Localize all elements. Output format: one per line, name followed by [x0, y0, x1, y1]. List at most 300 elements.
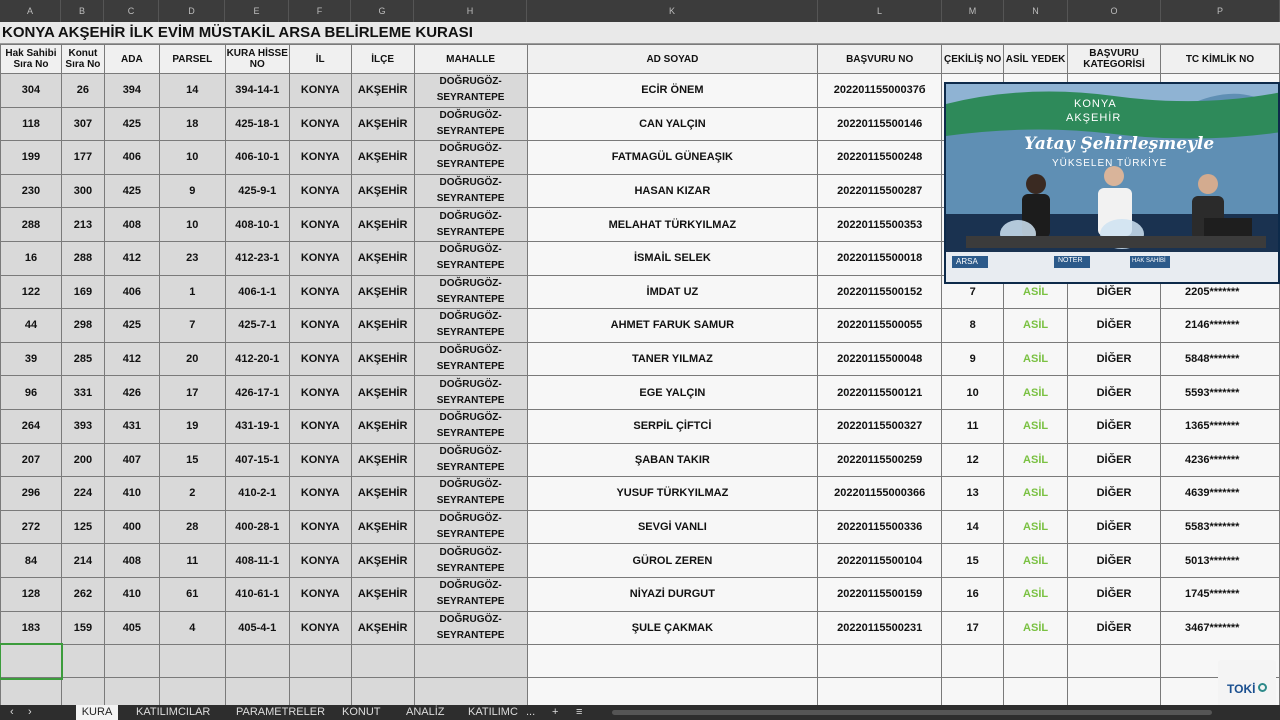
cell-hak-sahibi[interactable]: 230	[1, 174, 62, 208]
column-header-c[interactable]: C	[104, 0, 159, 22]
cell-kura-hisse[interactable]: 426-17-1	[225, 376, 289, 410]
cell-il[interactable]: KONYA	[289, 174, 351, 208]
cell-il[interactable]: KONYA	[289, 241, 351, 275]
cell-il[interactable]: KONYA	[289, 342, 351, 376]
cell-ada[interactable]: 408	[104, 208, 159, 242]
empty-cell[interactable]	[104, 678, 159, 705]
cell-ilce[interactable]: AKŞEHİR	[351, 577, 414, 611]
cell-il[interactable]: KONYA	[289, 611, 351, 645]
empty-cell[interactable]	[61, 645, 104, 678]
column-header-h[interactable]: H	[414, 0, 527, 22]
slogan-line1: Yatay Şehirleşmeyle	[1024, 134, 1215, 154]
cell-kategori[interactable]: DİĞER	[1068, 443, 1161, 477]
header-il[interactable]: İL	[289, 45, 351, 74]
cell-cekilis-no[interactable]: 16	[942, 577, 1004, 611]
table-row	[1, 544, 1280, 578]
cell-konut-sira[interactable]: 285	[61, 342, 104, 376]
cell-ada[interactable]: 426	[104, 376, 159, 410]
cell-kura-hisse[interactable]: 400-28-1	[225, 510, 289, 544]
cell-cekilis-no[interactable]: 13	[942, 477, 1004, 511]
cell-asil-yedek[interactable]: ASİL	[1004, 577, 1068, 611]
cell-ad-soyad[interactable]: HASAN KIZAR	[527, 174, 818, 208]
cell-tc-kimlik[interactable]: 5848*******	[1160, 342, 1279, 376]
cell-ad-soyad[interactable]: SERPİL ÇİFTCİ	[527, 409, 818, 443]
mahalle-line1: DOĞRUGÖZ-	[439, 143, 502, 155]
cell-tc-kimlik[interactable]: 1745*******	[1160, 577, 1279, 611]
cell-ilce[interactable]: AKŞEHİR	[351, 409, 414, 443]
cell-konut-sira[interactable]: 214	[61, 544, 104, 578]
cell-ilce[interactable]: AKŞEHİR	[351, 611, 414, 645]
cell-hak-sahibi[interactable]: 288	[1, 208, 62, 242]
cell-ad-soyad[interactable]: TANER YILMAZ	[527, 342, 818, 376]
cell-il[interactable]: KONYA	[289, 544, 351, 578]
column-header-e[interactable]: E	[225, 0, 289, 22]
cell-ilce[interactable]: AKŞEHİR	[351, 241, 414, 275]
cell-ada[interactable]: 407	[104, 443, 159, 477]
cell-cekilis-no[interactable]: 11	[942, 409, 1004, 443]
empty-cell[interactable]	[1, 645, 62, 678]
cell-tc-kimlik[interactable]: 2205*******	[1160, 275, 1279, 309]
cell-tc-kimlik[interactable]: 2146*******	[1160, 309, 1279, 343]
cell-basvuru-no[interactable]: 20220115500259	[818, 443, 942, 477]
header-basvuru-kategorisi[interactable]: BAŞVURU KATEGORİSİ	[1068, 45, 1161, 74]
cell-basvuru-no[interactable]: 20220115500018	[818, 241, 942, 275]
cell-asil-yedek[interactable]: ASİL	[1004, 443, 1068, 477]
cell-parsel[interactable]: 17	[159, 376, 225, 410]
cell-mahalle[interactable]	[414, 409, 527, 443]
cell-kura-hisse[interactable]: 412-23-1	[225, 241, 289, 275]
cell-mahalle[interactable]	[414, 510, 527, 544]
cell-konut-sira[interactable]: 288	[61, 241, 104, 275]
cell-hak-sahibi[interactable]: 199	[1, 141, 62, 175]
mahalle-line1: DOĞRUGÖZ-	[439, 109, 502, 121]
cell-basvuru-no[interactable]: 20220115500353	[818, 208, 942, 242]
cell-parsel[interactable]: 28	[159, 510, 225, 544]
empty-cell[interactable]	[1004, 678, 1068, 705]
empty-cell[interactable]	[61, 678, 104, 705]
cell-parsel[interactable]: 1	[159, 275, 225, 309]
cell-hak-sahibi[interactable]: 96	[1, 376, 62, 410]
cell-hak-sahibi[interactable]: 183	[1, 611, 62, 645]
column-header-d[interactable]: D	[159, 0, 225, 22]
cell-ilce[interactable]: AKŞEHİR	[351, 544, 414, 578]
cell-cekilis-no[interactable]: 17	[942, 611, 1004, 645]
cell-il[interactable]: KONYA	[289, 443, 351, 477]
cell-konut-sira[interactable]: 262	[61, 577, 104, 611]
cell-hak-sahibi[interactable]: 207	[1, 443, 62, 477]
cell-basvuru-no[interactable]: 20220115500048	[818, 342, 942, 376]
cell-kategori[interactable]: DİĞER	[1068, 275, 1161, 309]
cell-kategori[interactable]: DİĞER	[1068, 477, 1161, 511]
header-kura-hisse[interactable]: KURA HİSSE NO	[225, 45, 289, 74]
cell-konut-sira[interactable]: 169	[61, 275, 104, 309]
cell-konut-sira[interactable]: 26	[61, 74, 104, 108]
cell-kura-hisse[interactable]: 408-10-1	[225, 208, 289, 242]
cell-ilce[interactable]: AKŞEHİR	[351, 275, 414, 309]
cell-asil-yedek[interactable]: ASİL	[1004, 477, 1068, 511]
column-header-f[interactable]: F	[289, 0, 351, 22]
cell-ada[interactable]: 431	[104, 409, 159, 443]
cell-kategori[interactable]: DİĞER	[1068, 510, 1161, 544]
cell-il[interactable]: KONYA	[289, 107, 351, 141]
cell-mahalle[interactable]	[414, 477, 527, 511]
cell-il[interactable]: KONYA	[289, 74, 351, 108]
empty-cell[interactable]	[159, 645, 225, 678]
cell-mahalle[interactable]	[414, 174, 527, 208]
cell-konut-sira[interactable]: 307	[61, 107, 104, 141]
cell-kura-hisse[interactable]: 431-19-1	[225, 409, 289, 443]
cell-parsel[interactable]: 15	[159, 443, 225, 477]
header-asil-yedek[interactable]: ASİL YEDEK	[1004, 45, 1068, 74]
cell-tc-kimlik[interactable]: 5593*******	[1160, 376, 1279, 410]
cell-basvuru-no[interactable]: 20220115500055	[818, 309, 942, 343]
cell-konut-sira[interactable]: 331	[61, 376, 104, 410]
cell-kura-hisse[interactable]: 407-15-1	[225, 443, 289, 477]
cell-il[interactable]: KONYA	[289, 577, 351, 611]
cell-il[interactable]: KONYA	[289, 510, 351, 544]
cell-mahalle[interactable]	[414, 141, 527, 175]
cell-basvuru-no[interactable]: 20220115500152	[818, 275, 942, 309]
cell-ada[interactable]: 410	[104, 577, 159, 611]
cell-parsel[interactable]: 14	[159, 74, 225, 108]
cell-basvuru-no[interactable]: 202201155000366	[818, 477, 942, 511]
cell-ad-soyad[interactable]: SEVGİ VANLI	[527, 510, 818, 544]
empty-cell[interactable]	[414, 678, 527, 705]
cell-konut-sira[interactable]: 393	[61, 409, 104, 443]
cell-konut-sira[interactable]: 213	[61, 208, 104, 242]
header-ada[interactable]: ADA	[104, 45, 159, 74]
cell-ilce[interactable]: AKŞEHİR	[351, 376, 414, 410]
cell-mahalle[interactable]	[414, 275, 527, 309]
cell-basvuru-no[interactable]: 20220115500121	[818, 376, 942, 410]
mahalle-line2: SEYRANTEPE	[436, 159, 505, 171]
empty-cell[interactable]	[159, 678, 225, 705]
header-basvuru-no[interactable]: BAŞVURU NO	[818, 45, 942, 74]
cell-basvuru-no[interactable]: 20220115500287	[818, 174, 942, 208]
empty-row	[1, 678, 1280, 705]
mahalle-line1: DOĞRUGÖZ-	[439, 513, 502, 525]
cell-basvuru-no[interactable]: 20220115500104	[818, 544, 942, 578]
tab-parametreler[interactable]: PARAMETRELER	[236, 706, 326, 718]
cell-kura-hisse[interactable]: 408-11-1	[225, 544, 289, 578]
table-row	[1, 409, 1280, 443]
cell-ada[interactable]: 410	[104, 477, 159, 511]
cell-ada[interactable]: 405	[104, 611, 159, 645]
header-row	[1, 45, 1280, 74]
cell-ilce[interactable]: AKŞEHİR	[351, 309, 414, 343]
header-konut-sira[interactable]: Konut Sıra No	[61, 45, 104, 74]
cell-cekilis-no[interactable]: 15	[942, 544, 1004, 578]
empty-cell[interactable]	[1, 678, 62, 705]
cell-basvuru-no[interactable]: 20220115500146	[818, 107, 942, 141]
cell-cekilis-no[interactable]: 8	[942, 309, 1004, 343]
cell-parsel[interactable]: 11	[159, 544, 225, 578]
cell-hak-sahibi[interactable]: 44	[1, 309, 62, 343]
cell-il[interactable]: KONYA	[289, 477, 351, 511]
cell-il[interactable]: KONYA	[289, 275, 351, 309]
cell-kura-hisse[interactable]: 394-14-1	[225, 74, 289, 108]
cell-mahalle[interactable]	[414, 309, 527, 343]
cell-cekilis-no[interactable]: 10	[942, 376, 1004, 410]
column-header-b[interactable]: B	[61, 0, 104, 22]
cell-kura-hisse[interactable]: 410-2-1	[225, 477, 289, 511]
empty-cell[interactable]	[225, 645, 289, 678]
header-mahalle[interactable]: MAHALLE	[414, 45, 527, 74]
cell-ad-soyad[interactable]: CAN YALÇIN	[527, 107, 818, 141]
cell-konut-sira[interactable]: 125	[61, 510, 104, 544]
cell-il[interactable]: KONYA	[289, 409, 351, 443]
sheet-title[interactable]: KONYA AKŞEHİR İLK EVİM MÜSTAKİL ARSA BELİRLEME KURASI	[0, 22, 1280, 44]
cell-tc-kimlik[interactable]: 5013*******	[1160, 544, 1279, 578]
header-ad-soyad[interactable]: AD SOYAD	[527, 45, 818, 74]
cell-hak-sahibi[interactable]: 272	[1, 510, 62, 544]
empty-cell[interactable]	[1004, 645, 1068, 678]
cell-ada[interactable]: 408	[104, 544, 159, 578]
cell-kura-hisse[interactable]: 405-4-1	[225, 611, 289, 645]
cell-asil-yedek[interactable]: ASİL	[1004, 275, 1068, 309]
tab-konut[interactable]: KONUT	[342, 706, 381, 718]
cell-ilce[interactable]: AKŞEHİR	[351, 208, 414, 242]
header-hak-sahibi[interactable]: Hak Sahibi Sıra No	[1, 45, 62, 74]
cell-mahalle[interactable]	[414, 544, 527, 578]
cell-hak-sahibi[interactable]: 128	[1, 577, 62, 611]
cell-konut-sira[interactable]: 298	[61, 309, 104, 343]
header-tc-kimlik[interactable]: TC KİMLİK NO	[1160, 45, 1279, 74]
cell-ada[interactable]: 412	[104, 342, 159, 376]
cell-cekilis-no[interactable]: 12	[942, 443, 1004, 477]
cell-asil-yedek[interactable]: ASİL	[1004, 409, 1068, 443]
cell-parsel[interactable]: 10	[159, 208, 225, 242]
cell-il[interactable]: KONYA	[289, 141, 351, 175]
cell-hak-sahibi[interactable]: 16	[1, 241, 62, 275]
cell-konut-sira[interactable]: 159	[61, 611, 104, 645]
empty-cell[interactable]	[225, 678, 289, 705]
header-ilce[interactable]: İLÇE	[351, 45, 414, 74]
cell-ilce[interactable]: AKŞEHİR	[351, 107, 414, 141]
mahalle-line1: DOĞRUGÖZ-	[439, 378, 502, 390]
cell-asil-yedek[interactable]: ASİL	[1004, 376, 1068, 410]
tab-analiz[interactable]: ANALİZ	[406, 706, 445, 718]
cell-ad-soyad[interactable]: YUSUF TÜRKYILMAZ	[527, 477, 818, 511]
cell-ada[interactable]: 400	[104, 510, 159, 544]
cell-ad-soyad[interactable]: ŞABAN TAKIR	[527, 443, 818, 477]
horizontal-scrollbar[interactable]	[612, 710, 1212, 715]
cell-basvuru-no[interactable]: 20220115500336	[818, 510, 942, 544]
cell-basvuru-no[interactable]: 20220115500248	[818, 141, 942, 175]
cell-ada[interactable]: 425	[104, 309, 159, 343]
cell-mahalle[interactable]	[414, 107, 527, 141]
empty-cell[interactable]	[414, 645, 527, 678]
cell-ilce[interactable]: AKŞEHİR	[351, 342, 414, 376]
mahalle-line2: SEYRANTEPE	[436, 327, 505, 339]
cell-il[interactable]: KONYA	[289, 309, 351, 343]
cell-mahalle[interactable]	[414, 443, 527, 477]
column-header-k[interactable]: K	[527, 0, 818, 22]
cell-kategori[interactable]: DİĞER	[1068, 577, 1161, 611]
cell-kura-hisse[interactable]: 425-7-1	[225, 309, 289, 343]
cell-basvuru-no[interactable]: 20220115500231	[818, 611, 942, 645]
cell-asil-yedek[interactable]: ASİL	[1004, 544, 1068, 578]
cell-il[interactable]: KONYA	[289, 208, 351, 242]
cell-cekilis-no[interactable]: 14	[942, 510, 1004, 544]
cell-ad-soyad[interactable]: AHMET FARUK SAMUR	[527, 309, 818, 343]
tab-katilimcilar[interactable]: KATILIMCILAR	[136, 706, 211, 718]
empty-cell[interactable]	[942, 645, 1004, 678]
cell-tc-kimlik[interactable]: 4639*******	[1160, 477, 1279, 511]
cell-parsel[interactable]: 7	[159, 309, 225, 343]
cell-ilce[interactable]: AKŞEHİR	[351, 443, 414, 477]
tab-more-button[interactable]: ...	[526, 706, 536, 718]
tab-scroll-right-icon[interactable]: ›	[28, 706, 32, 718]
cell-ilce[interactable]: AKŞEHİR	[351, 477, 414, 511]
cell-kura-hisse[interactable]: 410-61-1	[225, 577, 289, 611]
cell-il[interactable]: KONYA	[289, 376, 351, 410]
cell-ad-soyad[interactable]: NİYAZİ DURGUT	[527, 577, 818, 611]
tab-katilimc[interactable]: KATILIMC	[468, 706, 518, 718]
cell-ad-soyad[interactable]: ECİR ÖNEM	[527, 74, 818, 108]
cell-tc-kimlik[interactable]: 4236*******	[1160, 443, 1279, 477]
cell-hak-sahibi[interactable]: 304	[1, 74, 62, 108]
cell-cekilis-no[interactable]: 9	[942, 342, 1004, 376]
banner-aksehir: AKŞEHİR	[1066, 112, 1122, 124]
cell-kura-hisse[interactable]: 412-20-1	[225, 342, 289, 376]
empty-cell[interactable]	[351, 678, 414, 705]
cell-ada[interactable]: 412	[104, 241, 159, 275]
cell-basvuru-no[interactable]: 20220115500159	[818, 577, 942, 611]
cell-konut-sira[interactable]: 300	[61, 174, 104, 208]
column-header-n[interactable]: N	[1004, 0, 1068, 22]
empty-cell[interactable]	[818, 645, 942, 678]
cell-kura-hisse[interactable]: 425-9-1	[225, 174, 289, 208]
empty-cell[interactable]	[289, 645, 351, 678]
cell-ada[interactable]: 425	[104, 174, 159, 208]
header-parsel[interactable]: PARSEL	[159, 45, 225, 74]
table-row	[1, 510, 1280, 544]
cell-konut-sira[interactable]: 177	[61, 141, 104, 175]
cell-ada[interactable]: 425	[104, 107, 159, 141]
cell-parsel[interactable]: 2	[159, 477, 225, 511]
column-header-m[interactable]: M	[942, 0, 1004, 22]
cell-hak-sahibi[interactable]: 296	[1, 477, 62, 511]
cell-mahalle[interactable]	[414, 74, 527, 108]
column-header-o[interactable]: O	[1068, 0, 1161, 22]
cell-asil-yedek[interactable]: ASİL	[1004, 611, 1068, 645]
cell-parsel[interactable]: 61	[159, 577, 225, 611]
empty-cell[interactable]	[527, 645, 818, 678]
cell-ad-soyad[interactable]: İSMAİL SELEK	[527, 241, 818, 275]
cell-konut-sira[interactable]: 200	[61, 443, 104, 477]
table-row	[1, 477, 1280, 511]
cell-ad-soyad[interactable]: EGE YALÇIN	[527, 376, 818, 410]
empty-cell[interactable]	[818, 678, 942, 705]
cell-kategori[interactable]: DİĞER	[1068, 611, 1161, 645]
cell-basvuru-no[interactable]: 20220115500327	[818, 409, 942, 443]
cell-ilce[interactable]: AKŞEHİR	[351, 510, 414, 544]
header-cekilis-no[interactable]: ÇEKİLİŞ NO	[942, 45, 1004, 74]
cell-tc-kimlik[interactable]: 5583*******	[1160, 510, 1279, 544]
mahalle-line1: DOĞRUGÖZ-	[439, 210, 502, 222]
cell-parsel[interactable]: 20	[159, 342, 225, 376]
empty-cell[interactable]	[942, 678, 1004, 705]
cell-ad-soyad[interactable]: FATMAGÜL GÜNEAŞIK	[527, 141, 818, 175]
mahalle-line1: DOĞRUGÖZ-	[439, 613, 502, 625]
column-header-p[interactable]: P	[1161, 0, 1280, 22]
cell-ilce[interactable]: AKŞEHİR	[351, 74, 414, 108]
cell-parsel[interactable]: 23	[159, 241, 225, 275]
cell-cekilis-no[interactable]: 7	[942, 275, 1004, 309]
cell-asil-yedek[interactable]: ASİL	[1004, 342, 1068, 376]
cell-ilce[interactable]: AKŞEHİR	[351, 141, 414, 175]
cell-mahalle[interactable]	[414, 376, 527, 410]
cell-ad-soyad[interactable]: MELAHAT TÜRKYILMAZ	[527, 208, 818, 242]
empty-cell[interactable]	[527, 678, 818, 705]
cell-ad-soyad[interactable]: GÜROL ZEREN	[527, 544, 818, 578]
column-header-g[interactable]: G	[351, 0, 414, 22]
cell-kategori[interactable]: DİĞER	[1068, 376, 1161, 410]
cell-hak-sahibi[interactable]: 84	[1, 544, 62, 578]
tab-scroll-left-icon[interactable]: ‹	[10, 706, 14, 718]
cell-mahalle[interactable]	[414, 241, 527, 275]
cell-tc-kimlik[interactable]: 3467*******	[1160, 611, 1279, 645]
cell-ada[interactable]: 406	[104, 141, 159, 175]
cell-kategori[interactable]: DİĞER	[1068, 544, 1161, 578]
tab-kura[interactable]: KURA	[76, 705, 118, 720]
cell-ad-soyad[interactable]: İMDAT UZ	[527, 275, 818, 309]
cell-kategori[interactable]: DİĞER	[1068, 409, 1161, 443]
column-header-l[interactable]: L	[818, 0, 942, 22]
sheet-list-icon[interactable]: ≡	[576, 706, 583, 718]
cell-kura-hisse[interactable]: 406-1-1	[225, 275, 289, 309]
cell-mahalle[interactable]	[414, 577, 527, 611]
column-header-a[interactable]: A	[0, 0, 61, 22]
cell-basvuru-no[interactable]: 20220115500037б	[818, 74, 942, 108]
empty-cell[interactable]	[351, 645, 414, 678]
empty-cell[interactable]	[289, 678, 351, 705]
cell-kategori[interactable]: DİĞER	[1068, 342, 1161, 376]
cell-hak-sahibi[interactable]: 122	[1, 275, 62, 309]
add-sheet-button[interactable]: +	[552, 706, 559, 718]
cell-asil-yedek[interactable]: ASİL	[1004, 309, 1068, 343]
cell-asil-yedek[interactable]: ASİL	[1004, 510, 1068, 544]
cell-ilce[interactable]: AKŞEHİR	[351, 174, 414, 208]
cell-ada[interactable]: 394	[104, 74, 159, 108]
cell-mahalle[interactable]	[414, 611, 527, 645]
cell-mahalle[interactable]	[414, 342, 527, 376]
cell-kura-hisse[interactable]: 425-18-1	[225, 107, 289, 141]
cell-parsel[interactable]: 9	[159, 174, 225, 208]
cell-kategori[interactable]: DİĞER	[1068, 309, 1161, 343]
cell-hak-sahibi[interactable]: 118	[1, 107, 62, 141]
cell-kura-hisse[interactable]: 406-10-1	[225, 141, 289, 175]
table-row	[1, 611, 1280, 645]
cell-tc-kimlik[interactable]: 1365*******	[1160, 409, 1279, 443]
cell-ada[interactable]: 406	[104, 275, 159, 309]
cell-ad-soyad[interactable]: ŞULE ÇAKMAK	[527, 611, 818, 645]
cell-mahalle[interactable]	[414, 208, 527, 242]
cell-parsel[interactable]: 18	[159, 107, 225, 141]
cell-parsel[interactable]: 19	[159, 409, 225, 443]
cell-hak-sahibi[interactable]: 39	[1, 342, 62, 376]
table-row	[1, 577, 1280, 611]
cell-konut-sira[interactable]: 224	[61, 477, 104, 511]
sheet-tab-bar	[0, 705, 1280, 720]
empty-cell[interactable]	[1068, 645, 1161, 678]
empty-cell[interactable]	[1068, 678, 1161, 705]
cell-parsel[interactable]: 4	[159, 611, 225, 645]
empty-cell[interactable]	[104, 645, 159, 678]
cell-hak-sahibi[interactable]: 264	[1, 409, 62, 443]
cell-parsel[interactable]: 10	[159, 141, 225, 175]
